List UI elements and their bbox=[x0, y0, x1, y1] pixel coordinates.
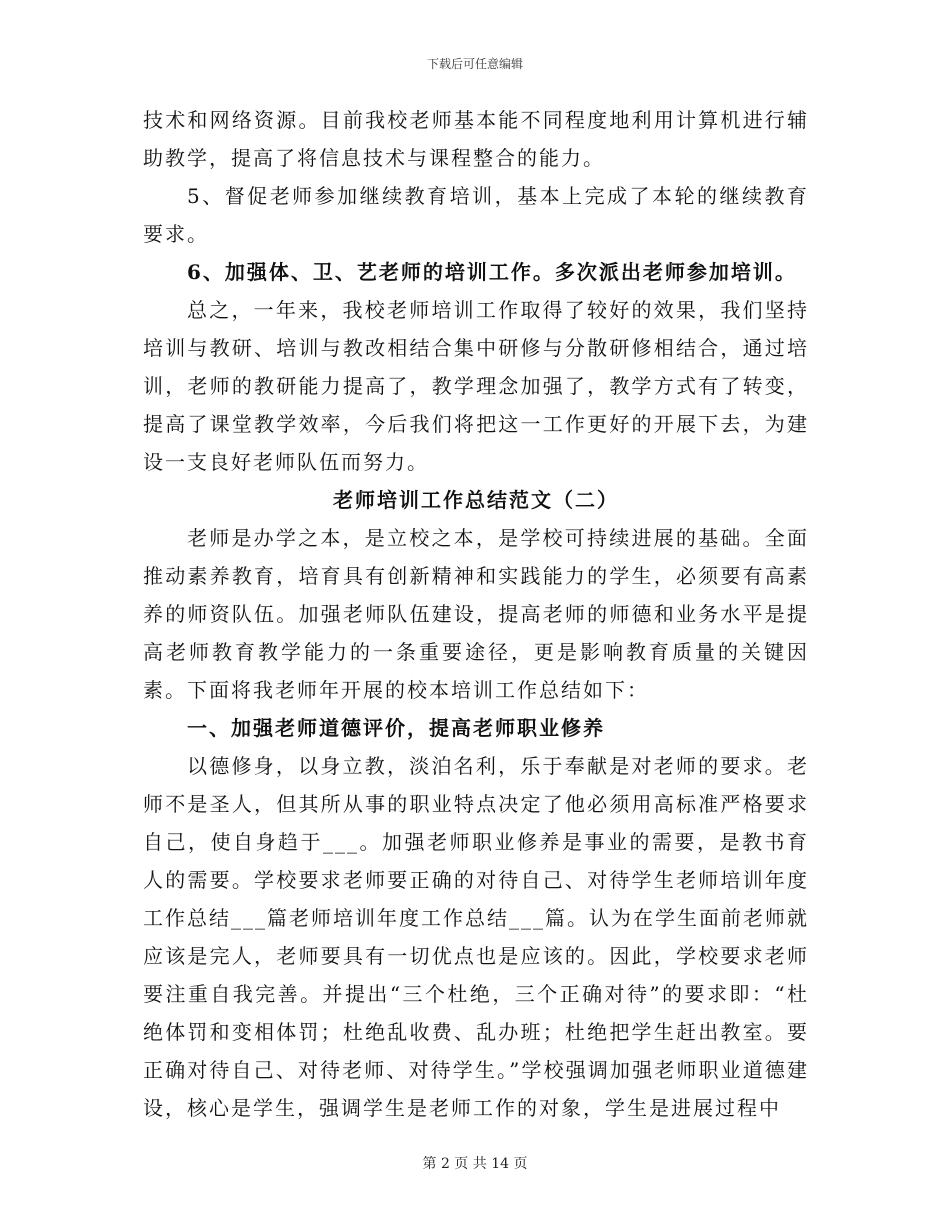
page-footer: 第 2 页 共 14 页 bbox=[422, 1156, 528, 1172]
paragraph-summary: 总之，一年来，我校老师培训工作取得了较好的效果，我们坚持培训与教研、培训与教改相结合集中研修与分散研修相结合，通过培训，老师的教研能力提高了，教学理念加强了，教学方式有了转变，提高了课堂教学效率，今后我们将把这一工作更好的开展下去，为建设一支良好老师队伍而努力。 bbox=[143, 298, 809, 474]
section-heading-1: 一、加强老师道德评价，提高老师职业修养 bbox=[187, 716, 605, 740]
paragraph-item-5: 5、督促老师参加继续教育培训，基本上完成了本轮的继续教育要求。 bbox=[143, 184, 809, 246]
paragraph-intro: 老师是办学之本，是立校之本，是学校可持续进展的基础。全面推动素养教育，培育具有创新精神和实践能力的学生，必须要有高素养的师资队伍。加强老师队伍建设，提高老师的师德和业务水平是提高老师教育教学能力的一条重要途径，更是影响教育质量的关键因素。下面将我老师年开展的校本培训工作总结如下： bbox=[143, 526, 809, 702]
page-header: 下载后可任意编辑 bbox=[426, 57, 523, 71]
paragraph-continuation: 技术和网络资源。目前我校老师基本能不同程度地利用计算机进行辅助教学，提高了将信息技术与课程整合的能力。 bbox=[143, 108, 809, 170]
paragraph-item-6: 6、加强体、卫、艺老师的培训工作。多次派出老师参加培训。 bbox=[187, 260, 797, 284]
section-title: 老师培训工作总结范文（二） bbox=[333, 488, 619, 512]
paragraph-ethics: 以德修身，以身立教，淡泊名利，乐于奉献是对老师的要求。老师不是圣人，但其所从事的职业特点决定了他必须用高标准严格要求自己，使自身趋于___。加强老师职业修养是事业的需要，是教书育人的需要。学校要求老师要正确的对待自己、对待学生老师培训年度工作总结___篇老师培训年度工作总结___篇。认为在学生面前老师就应该是完人，老师要具有一切优点也是应该的。因此，学校要求老师要注重自我完善。并提出“三个杜绝，三个正确对待”的要求即：“杜绝体罚和变相体罚；杜绝乱收费、乱办班；杜绝把学生赶出教室。要正确对待自己、对待老师、对待学生。”学校强调加强老师职业道德建设，核心是学生，强调学生是老师工作的对象，学生是进展过程中 bbox=[143, 754, 809, 1120]
document-body bbox=[143, 101, 809, 1127]
